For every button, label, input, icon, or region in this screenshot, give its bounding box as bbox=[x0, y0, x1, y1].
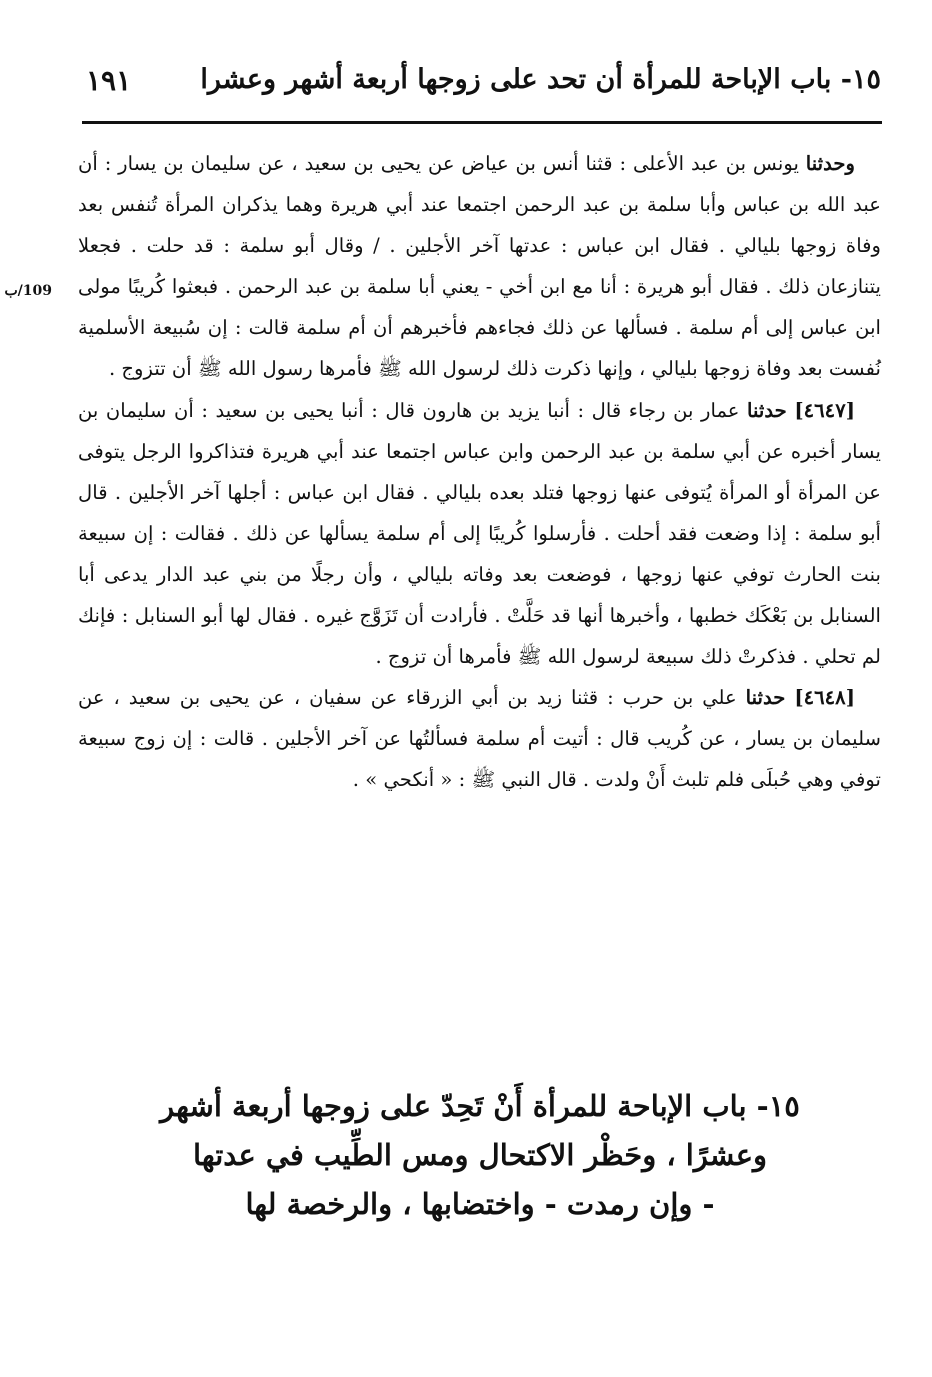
paragraph-lead-word: وحدثنا bbox=[805, 152, 855, 175]
folio-margin-note: 109/ب bbox=[4, 283, 52, 299]
chapter-heading-line-2: وعشرًا ، وحَظْر الاكتحال ومس الطِّيب في عدتها bbox=[192, 1138, 768, 1172]
chapter-heading-line-1: ١٥- باب الإباحة للمرأة أَنْ تَحِدّ على زوجها أربعة أشهر bbox=[160, 1089, 800, 1123]
paragraph-lead-word: حدثنا bbox=[747, 398, 787, 422]
running-header bbox=[78, 62, 881, 110]
header-divider bbox=[82, 121, 882, 124]
body-text bbox=[78, 143, 881, 801]
paragraph-text: علي بن حرب : قثنا زيد بن أبي الزرقاء عن سفيان ، عن يحيى بن سعيد ، عن سليمان بن يسار ، عن كُريب قال : أتيت أم سلمة فسألتُها عن آخر الأجلين . قالت : إن زوج سبيعة توفي وهي حُبلَى فلم تلبث أَنْ ولدت . قال النبي ﷺ : « أنكحي » . bbox=[78, 686, 881, 792]
paragraph-text: عمار بن رجاء قال : أنبا يزيد بن هارون قال : أنبا يحيى بن سعيد : أن سليمان بن يسار أخبره عن أبي سلمة بن عبد الرحمن وابن عباس اجتمعا عند أبي هريرة فتذاكروا الرجل يتوفى عن المرأة أو المرأة يُتوفى عنها زوجها فتلد بعده بليالي . فقال ابن عباس : أجلها آخر الأجلين . قال أبو سلمة : إذا وضعت فقد أحلت . فأرسلوا كُريبًا إلى أم سلمة يسألها عن ذلك . فقالت : إن سبيعة بنت الحارث توفي عنها زوجها ، فوضعت بعد وفاته بليالي ، وأن رجلًا من بني عبد الدار يدعى أبا السنابل بن بَعْكَك خطبها ، وأخبرها أنها قد حَلَّتْ . فأرادت أن تَزَوَّج غيره . فقال لها أبو السنابل : فإنك لم تحلي . فذكرتْ ذلك سبيعة لرسول الله ﷺ فأمرها أن تزوج . bbox=[78, 398, 881, 669]
hadith-number: [٤٦٤٧] bbox=[794, 398, 856, 422]
chapter-heading-line-3: - وإن رمدت - واختضابها ، والرخصة لها bbox=[245, 1187, 715, 1221]
chapter-heading bbox=[110, 1082, 850, 1229]
hadith-number: [٤٦٤٨] bbox=[794, 686, 855, 710]
paragraph-hadith-4648 bbox=[78, 677, 881, 800]
paragraph-hadith-4647 bbox=[78, 390, 881, 678]
paragraph-text: يونس بن عبد الأعلى : قثنا أنس بن عياض عن يحيى بن سعيد ، عن سليمان بن يسار : أن عبد الله بن عباس وأبا سلمة بن عبد الرحمن اجتمعا عند أبي هريرة وهما يذكران المرأة تُنفس بعد وفاة زوجها بليالي . فقال ابن عباس : عدتها آخر الأجلين . / وقال أبو سلمة : قد حلت . فجعلا يتنازعان ذلك . فقال أبو هريرة : أنا مع ابن أخي - يعني أبا سلمة بن عبد الرحمن . فبعثوا كُريبًا مولى ابن عباس إلى أم سلمة . فسألها عن ذلك فجاءهم فأخبرهم أن أم سلمة قالت : إن سُبيعة الأسلمية نُفست بعد وفاة زوجها بليالي ، وإنها ذكرت ذلك لرسول الله ﷺ فأمرها رسول الله ﷺ أن تتزوج . bbox=[78, 152, 881, 381]
page-number: ١٩١ bbox=[86, 64, 132, 97]
paragraph-lead-word: حدثنا bbox=[745, 686, 786, 710]
paragraph-intro bbox=[78, 143, 881, 390]
header-title: ١٥- باب الإباحة للمرأة أن تحد على زوجها أربعة أشهر وعشرا bbox=[200, 64, 881, 95]
